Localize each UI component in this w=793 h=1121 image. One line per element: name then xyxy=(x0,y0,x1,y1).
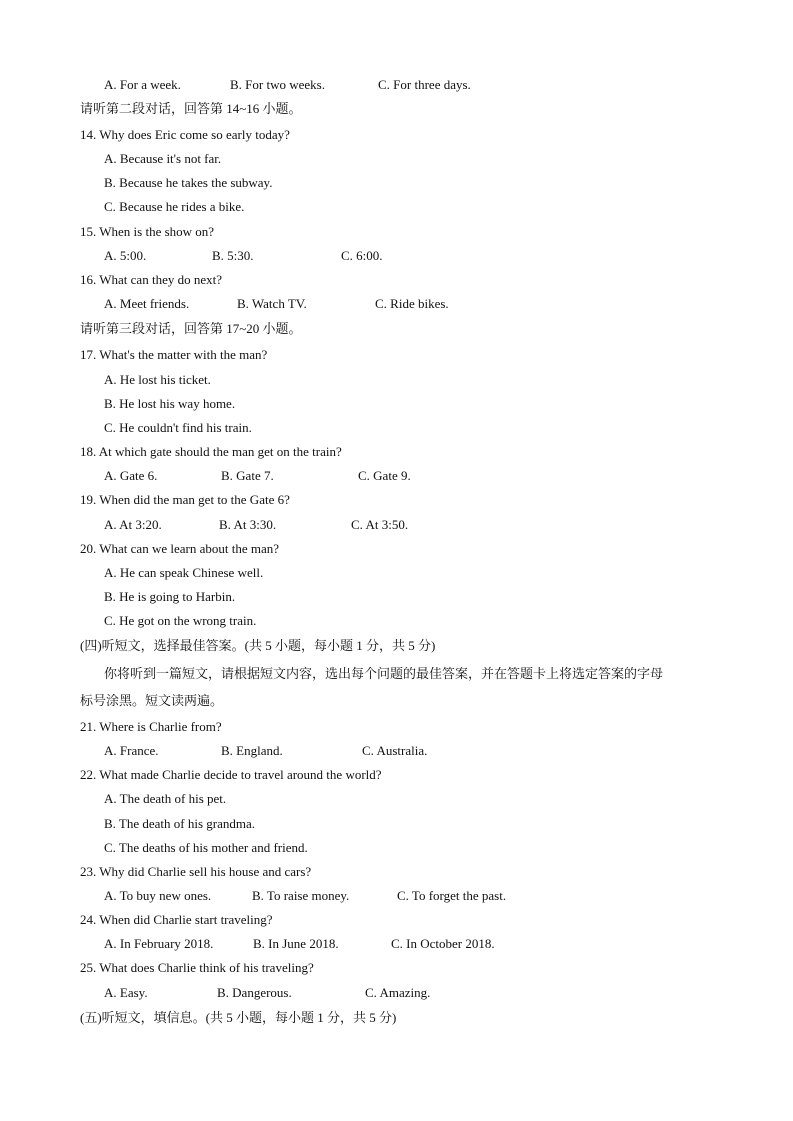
q16-option-b: B. Watch TV. xyxy=(237,296,307,311)
question-24: 24. When did Charlie start traveling? xyxy=(80,912,273,927)
q14-option-a: A. Because it's not far. xyxy=(104,151,222,166)
question-21: 21. Where is Charlie from? xyxy=(80,719,222,734)
q25-option-a: A. Easy. xyxy=(104,985,148,1000)
q17-option-b: B. He lost his way home. xyxy=(104,396,236,411)
q22-option-a: A. The death of his pet. xyxy=(104,791,227,806)
q19-option-c: C. At 3:50. xyxy=(351,517,409,532)
q15-option-b: B. 5:30. xyxy=(212,248,254,263)
q18-option-a: A. Gate 6. xyxy=(104,468,158,483)
question-23: 23. Why did Charlie sell his house and cars? xyxy=(80,864,312,879)
q16-option-c: C. Ride bikes. xyxy=(375,296,449,311)
q21-option-b: B. England. xyxy=(221,743,283,758)
q19-option-a: A. At 3:20. xyxy=(104,517,162,532)
question-14: 14. Why does Eric come so early today? xyxy=(80,127,290,142)
section-4-instruction-line-2: 标号涂黑。短文读两遍。 xyxy=(80,693,224,708)
section-4-heading: (四)听短文，选择最佳答案。(共 5 小题，每小题 1 分，共 5 分) xyxy=(80,638,436,653)
q15-option-a: A. 5:00. xyxy=(104,248,147,263)
q20-option-a: A. He can speak Chinese well. xyxy=(104,565,264,580)
question-17: 17. What's the matter with the man? xyxy=(80,347,268,362)
question-18: 18. At which gate should the man get on the train? xyxy=(80,444,342,459)
section-3-heading: 请听第三段对话，回答第 17~20 小题。 xyxy=(80,321,302,336)
q14-option-c: C. Because he rides a bike. xyxy=(104,199,245,214)
q16-option-a: A. Meet friends. xyxy=(104,296,190,311)
question-19: 19. When did the man get to the Gate 6? xyxy=(80,492,290,507)
question-16: 16. What can they do next? xyxy=(80,272,222,287)
q13-option-a: A. For a week. xyxy=(104,77,181,92)
q23-option-b: B. To raise money. xyxy=(252,888,350,903)
q23-option-a: A. To buy new ones. xyxy=(104,888,212,903)
q17-option-a: A. He lost his ticket. xyxy=(104,372,211,387)
q25-option-c: C. Amazing. xyxy=(365,985,431,1000)
q19-option-b: B. At 3:30. xyxy=(219,517,277,532)
question-20: 20. What can we learn about the man? xyxy=(80,541,280,556)
q14-option-b: B. Because he takes the subway. xyxy=(104,175,273,190)
q13-option-c: C. For three days. xyxy=(378,77,471,92)
q18-option-c: C. Gate 9. xyxy=(358,468,411,483)
q24-option-c: C. In October 2018. xyxy=(391,936,495,951)
q24-option-b: B. In June 2018. xyxy=(253,936,339,951)
q18-option-b: B. Gate 7. xyxy=(221,468,274,483)
q17-option-c: C. He couldn't find his train. xyxy=(104,420,252,435)
question-15: 15. When is the show on? xyxy=(80,224,215,239)
q25-option-b: B. Dangerous. xyxy=(217,985,292,1000)
section-5-heading: (五)听短文，填信息。(共 5 小题，每小题 1 分，共 5 分) xyxy=(80,1010,397,1025)
q13-option-b: B. For two weeks. xyxy=(230,77,325,92)
q21-option-a: A. France. xyxy=(104,743,159,758)
q21-option-c: C. Australia. xyxy=(362,743,428,758)
question-25: 25. What does Charlie think of his traveling? xyxy=(80,960,314,975)
section-4-instruction-line-1: 你将听到一篇短文，请根据短文内容，选出每个问题的最佳答案，并在答题卡上将选定答案的字母 xyxy=(104,666,664,681)
section-2-heading: 请听第二段对话，回答第 14~16 小题。 xyxy=(80,101,302,116)
q23-option-c: C. To forget the past. xyxy=(397,888,507,903)
q22-option-b: B. The death of his grandma. xyxy=(104,816,256,831)
q20-option-c: C. He got on the wrong train. xyxy=(104,613,257,628)
q22-option-c: C. The deaths of his mother and friend. xyxy=(104,840,308,855)
q20-option-b: B. He is going to Harbin. xyxy=(104,589,236,604)
q24-option-a: A. In February 2018. xyxy=(104,936,214,951)
question-22: 22. What made Charlie decide to travel around the world? xyxy=(80,767,382,782)
q15-option-c: C. 6:00. xyxy=(341,248,383,263)
